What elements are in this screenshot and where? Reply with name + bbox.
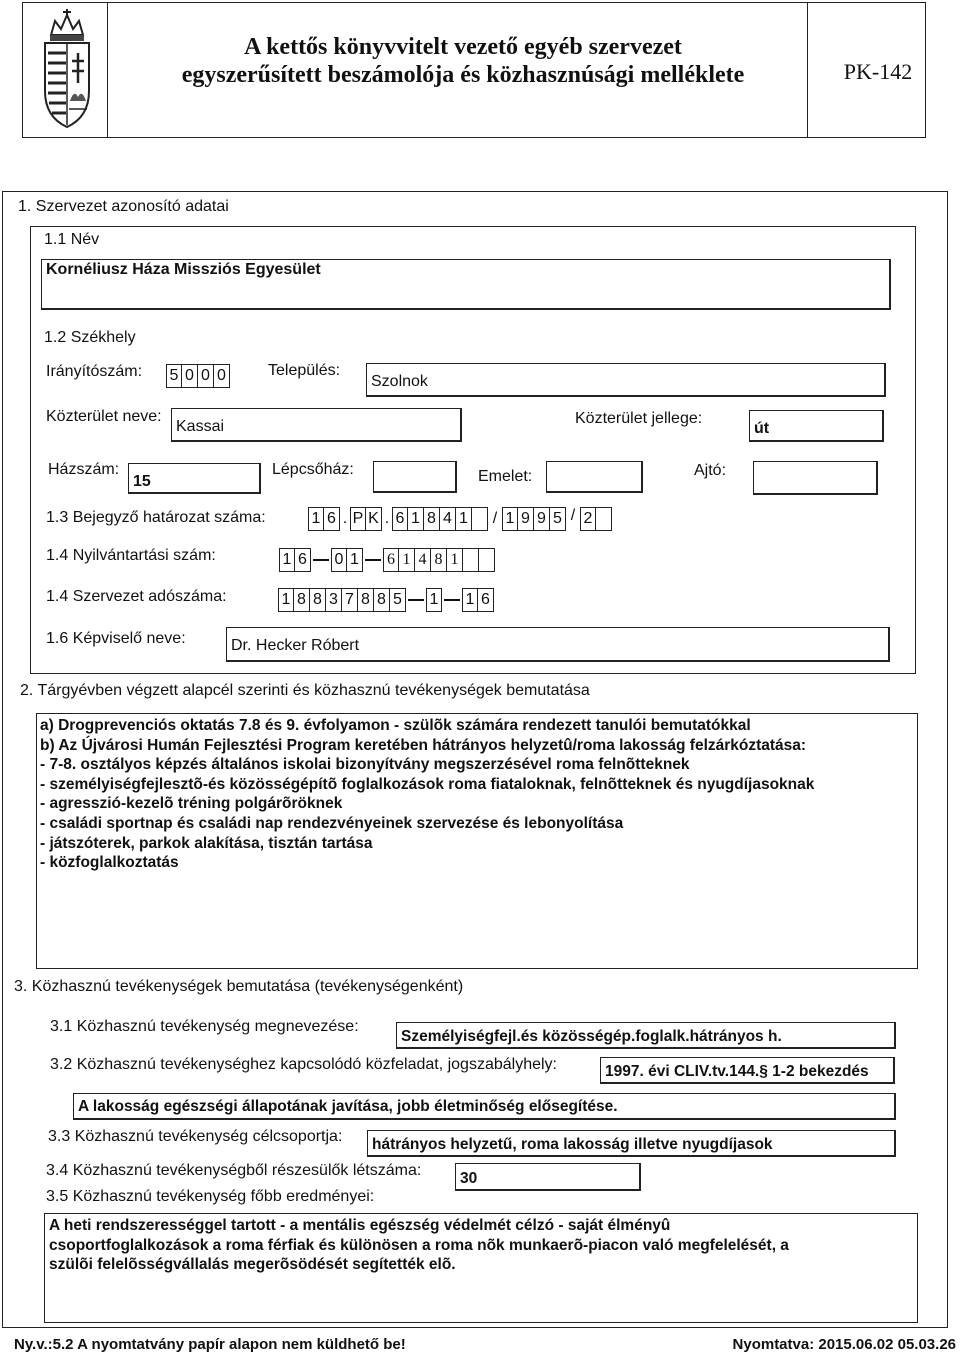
participants-value: 30 [460,1170,478,1187]
registry-char: 4 [415,548,431,572]
reg-char: P [350,507,366,531]
registry-char: 1 [279,548,295,572]
tax-digit: 1 [462,588,478,612]
tax-digit: 1 [278,588,294,612]
registry-dash [313,559,329,561]
tax-digit: 8 [374,588,390,612]
registry-char [463,548,479,572]
tax-dash [408,599,424,601]
section2-line: b) Az Újvárosi Humán Fejlesztési Program keretében hátrányos helyzetû/roma lakosság felzárkóztatása: [40,736,807,754]
reg-separator: . [342,510,348,527]
section2-line: - játszóterek, parkok alakítása, tisztán tartása [40,834,373,852]
participants-label: 3.4 Közhasznú tevékenységből részesülők létszáma: [46,1162,422,1179]
registry-char: 0 [331,548,347,572]
activity-name-field[interactable] [396,1022,896,1049]
tax-digit: 5 [390,588,406,612]
tax-digit: 3 [326,588,342,612]
reg-char: 6 [324,507,340,531]
zip-digit: 5 [166,364,182,388]
form-code: PK-142 [843,59,913,84]
tax-field[interactable] [278,588,494,612]
street-type-field[interactable] [749,410,884,442]
target-group-value: hátrányos helyzetű, roma lakosság illetve nyugdíjasok [372,1136,773,1153]
floor-label: Emelet: [478,468,533,485]
section2-line: - családi sportnap és családi nap rendezvényeinek szervezése és lebonyolítása [40,814,624,832]
reg-char: 9 [518,507,534,531]
reg-char: 8 [424,507,440,531]
tax-digit: 6 [478,588,494,612]
stair-label: Lépcsőház: [272,461,354,478]
city-field[interactable] [366,363,886,397]
registry-char [479,548,495,572]
reg-separator: / [492,510,498,527]
public-task-label: 3.2 Közhasznú tevékenységhez kapcsolódó közfeladat, jogszabályhely: [50,1056,557,1073]
name-label: 1.1 Név [44,231,100,248]
door-label: Ajtó: [694,462,727,479]
reg-char: 1 [456,507,472,531]
street-type-label: Közterület jellege: [575,410,703,427]
hungarian-coat-of-arms-icon [41,9,93,129]
zip-digit: 0 [198,364,214,388]
registry-char: 1 [447,548,463,572]
target-group-label: 3.3 Közhasznú tevékenység célcsoportja: [48,1128,343,1145]
rep-field[interactable] [226,627,890,662]
public-task-law-value: 1997. évi CLIV.tv.144.§ 1-2 bekezdés [605,1063,869,1080]
street-field[interactable] [171,408,462,442]
registry-char: 8 [431,548,447,572]
zip-digit: 0 [214,364,230,388]
header-divider [807,3,808,137]
public-task-text-field[interactable] [73,1093,896,1120]
door-field[interactable] [753,461,878,495]
reg-char: 4 [440,507,456,531]
reg-decision-label: 1.3 Bejegyző határozat száma: [46,509,266,526]
participants-field[interactable] [455,1163,641,1191]
public-task-text-value: A lakosság egészségi állapotának javítása, jobb életminőség elősegítése. [78,1098,618,1115]
seat-label: 1.2 Székhely [44,329,136,346]
section2-line: - közfoglalkoztatás [40,854,179,872]
footer-print-date: Nyomtatva: 2015.06.02 05.03.26 [732,1336,956,1353]
registry-dash [365,559,381,561]
zip-label: Irányítószám: [46,363,143,380]
activity-name-value: Személyiségfejl.és közösségép.foglalk.hátrányos h. [401,1028,782,1045]
results-label: 3.5 Közhasznú tevékenység főbb eredményei: [46,1188,375,1205]
tax-digit: 8 [358,588,374,612]
tax-label: 1.4 Szervezet adószáma: [46,588,227,605]
reg-char: K [366,507,382,531]
header-divider [107,3,108,137]
reg-char [472,507,488,531]
registry-char: 1 [347,548,363,572]
house-field[interactable] [128,463,261,494]
reg-char: 9 [534,507,550,531]
section3-title: 3. Közhasznú tevékenységek bemutatása (tevékenységenként) [14,978,464,995]
form-title-line: egyszerűsített beszámolója és közhasznúsági melléklete [181,62,745,88]
city-value: Szolnok [371,373,428,390]
section2-line: - agresszió-kezelõ tréning polgárõröknek [40,795,343,813]
results-line: A heti rendszerességgel tartott - a mentális egészség védelmét célzó - saját élményû [49,1217,671,1234]
section2-text-area[interactable] [36,713,918,969]
registry-label: 1.4 Nyilvántartási szám: [46,547,216,564]
reg-separator: / [570,507,576,524]
house-value: 15 [133,473,151,490]
floor-field[interactable] [546,461,643,493]
stair-field[interactable] [373,461,457,493]
reg-decision-field[interactable] [308,507,612,531]
reg-char [596,507,612,531]
results-text [49,1216,913,1275]
section2-title: 2. Tárgyévben végzett alapcél szerinti és közhasznú tevékenységek bemutatása [20,682,590,699]
tax-digit: 8 [310,588,326,612]
reg-char: 1 [408,507,424,531]
house-label: Házszám: [48,461,120,478]
registry-field[interactable] [279,548,495,572]
section2-line: - 7-8. osztályos képzés általános iskolai bizonyítvány megszerzésével roma felnõtteknek [40,756,690,774]
reg-char: 2 [580,507,596,531]
footer-note: Ny.v.:5.2 A nyomtatvány papír alapon nem küldhető be! [14,1336,406,1353]
street-type-value: út [754,420,770,437]
form-header [22,2,926,138]
tax-digit: 7 [342,588,358,612]
registry-char: 6 [295,548,311,572]
zip-field[interactable] [166,364,230,388]
section2-text [40,716,914,873]
tax-dash [444,599,460,601]
section2-line: a) Drogprevenciós oktatás 7.8 és 9. évfolyamon - szülõk számára rendezett tanulói bemutatókkal [40,717,751,734]
results-line: csoportfoglalkozások a roma férfiak és különösen a roma nõk munkaerõ-piacon való megfelelését, a [49,1236,789,1254]
city-label: Település: [268,362,341,379]
form-title [123,33,803,89]
target-group-field[interactable] [367,1130,896,1157]
reg-char: 5 [550,507,566,531]
activity-name-label: 3.1 Közhasznú tevékenység megnevezése: [50,1018,359,1035]
public-task-law-field[interactable] [600,1057,895,1084]
registry-char: 6 [383,548,399,572]
reg-char: 6 [392,507,408,531]
section2-line: - személyiségfejlesztõ-és közösségépítõ foglalkozások roma fiataloknak, felnõtteknek és nyugdíjasoknak [40,775,815,793]
name-field[interactable] [41,259,891,310]
registry-char: 1 [399,548,415,572]
name-value: Kornéliusz Háza Missziós Egyesület [46,261,321,278]
rep-value: Dr. Hecker Róbert [231,637,360,654]
results-line: szülõi felelõsségvállalás megerõsödését segítették elõ. [49,1256,456,1274]
zip-digit: 0 [182,364,198,388]
reg-char: 1 [308,507,324,531]
form-title-line: A kettős könyvvitelt vezető egyéb szervezet [244,34,682,60]
reg-separator: . [384,510,390,527]
results-text-area[interactable] [44,1213,918,1323]
rep-label: 1.6 Képviselő neve: [46,630,186,647]
street-label: Közterület neve: [46,408,162,425]
tax-digit: 1 [426,588,442,612]
tax-digit: 8 [294,588,310,612]
section1-title: 1. Szervezet azonosító adatai [18,198,229,215]
reg-char: 1 [502,507,518,531]
street-value: Kassai [176,418,225,435]
